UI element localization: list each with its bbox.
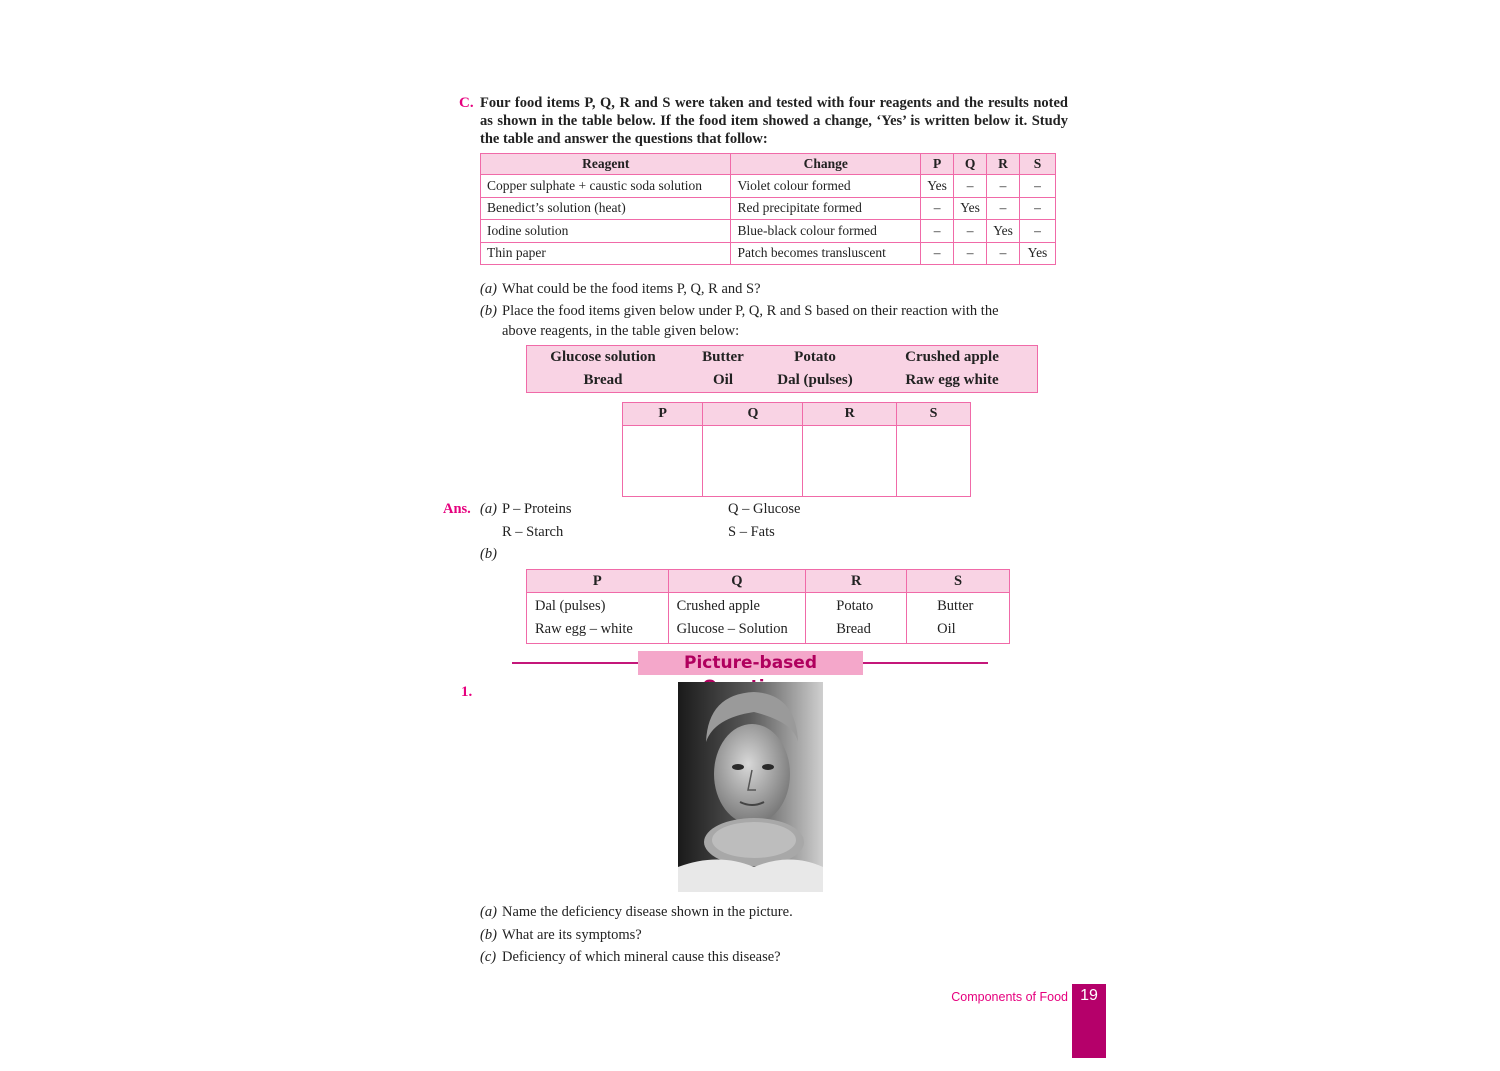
food-item: Oil (712, 372, 733, 388)
table-cell: – (1020, 197, 1056, 220)
answer-item: P – Proteins (502, 501, 572, 517)
table-cell: Butter Oil (907, 593, 1010, 644)
table-cell: Crushed apple Glucose – Solution (668, 593, 806, 644)
question-label: C. (459, 95, 474, 111)
page-number: 19 (1080, 987, 1098, 1004)
table-header-row (481, 154, 1056, 175)
section-title: Picture-based (638, 651, 863, 675)
table-cell: – (987, 197, 1020, 220)
table-header-row (527, 570, 1010, 593)
header-r: R (987, 154, 1020, 175)
table-cell: Benedict’s solution (heat) (481, 197, 731, 220)
answer-item: Q – Glucose (728, 501, 801, 517)
table-row (623, 426, 971, 497)
table-row (527, 593, 1010, 644)
picture-question-text: Name the deficiency disease shown in the picture. (502, 904, 793, 920)
table-cell: – (954, 220, 987, 243)
table-cell: Yes (921, 175, 954, 198)
table-row (481, 220, 1056, 243)
header-reagent: Reagent (481, 154, 731, 175)
blank-cell[interactable] (623, 426, 703, 497)
header-p: P (921, 154, 954, 175)
picture-question-label: (b) (480, 927, 497, 943)
table-cell: Yes (1020, 242, 1056, 265)
answer-a-label: (a) (480, 501, 497, 517)
table-cell: Blue-black colour formed (731, 220, 921, 243)
answer-item: S – Fats (728, 524, 775, 540)
food-item: Butter (702, 349, 744, 365)
table-cell: Patch becomes transluscent (731, 242, 921, 265)
header-r: R (803, 403, 897, 426)
portrait-image (678, 682, 823, 892)
table-cell: Yes (987, 220, 1020, 243)
table-cell: – (921, 242, 954, 265)
table-cell: – (987, 175, 1020, 198)
table-cell: Potato Bread (806, 593, 907, 644)
picture-question-text: Deficiency of which mineral cause this disease? (502, 949, 781, 965)
food-item: Potato (794, 349, 836, 365)
table-cell: Thin paper (481, 242, 731, 265)
table-cell: Red precipitate formed (731, 197, 921, 220)
header-s: S (896, 403, 970, 426)
header-change: Change (731, 154, 921, 175)
food-item: Glucose solution (550, 349, 656, 365)
sub-question-text: Place the food items given below under P, Q, R and S based on their reaction with the (502, 303, 999, 319)
blank-cell[interactable] (803, 426, 897, 497)
table-row (481, 242, 1056, 265)
blank-answer-table (622, 402, 971, 497)
table-cell: Dal (pulses) Raw egg – white (527, 593, 669, 644)
answer-table (526, 569, 1010, 644)
table-row (481, 175, 1056, 198)
sub-question-label: (a) (480, 281, 497, 297)
table-cell: – (1020, 220, 1056, 243)
reagent-table (480, 153, 1056, 265)
table-row (481, 197, 1056, 220)
blank-cell[interactable] (703, 426, 803, 497)
table-cell: Copper sulphate + caustic soda solution (481, 175, 731, 198)
answer-item: R – Starch (502, 524, 564, 540)
food-item: Bread (583, 372, 623, 388)
answer-label: Ans. (443, 501, 471, 517)
table-header-row (623, 403, 971, 426)
table-cell: – (921, 220, 954, 243)
table-cell: Yes (954, 197, 987, 220)
table-cell: Violet colour formed (731, 175, 921, 198)
answer-b-label: (b) (480, 546, 497, 562)
picture-question-label: (a) (480, 904, 497, 920)
header-q: Q (668, 570, 806, 593)
question-number: 1. (461, 684, 473, 700)
goitre-photo (678, 682, 823, 892)
header-r: R (806, 570, 907, 593)
table-cell: – (954, 175, 987, 198)
food-item: Crushed apple (905, 349, 999, 365)
header-p: P (623, 403, 703, 426)
question-text: Four food items P, Q, R and S were taken and tested with four reagents and the results noted as shown in the table below. If the food item showed a change, ‘Yes’ is written below it. Study the table and answer the questions that follow: (480, 95, 1068, 147)
table-cell: – (954, 242, 987, 265)
header-q: Q (703, 403, 803, 426)
sub-question-label: (b) (480, 303, 497, 319)
header-s: S (907, 570, 1010, 593)
sub-question-text-cont: above reagents, in the table given below: (502, 323, 740, 339)
table-cell: Iodine solution (481, 220, 731, 243)
header-q: Q (954, 154, 987, 175)
food-items-box (526, 345, 1038, 393)
food-item: Raw egg white (905, 372, 999, 388)
header-p: P (527, 570, 669, 593)
picture-question-text: What are its symptoms? (502, 927, 642, 943)
food-item: Dal (pulses) (777, 372, 853, 388)
blank-cell[interactable] (896, 426, 970, 497)
chapter-footer: Components of Food (951, 990, 1068, 1004)
table-cell: – (921, 197, 954, 220)
table-cell: – (987, 242, 1020, 265)
table-cell: – (1020, 175, 1056, 198)
header-s: S (1020, 154, 1056, 175)
picture-question-label: (c) (480, 949, 497, 965)
sub-question-text: What could be the food items P, Q, R and S? (502, 281, 761, 297)
